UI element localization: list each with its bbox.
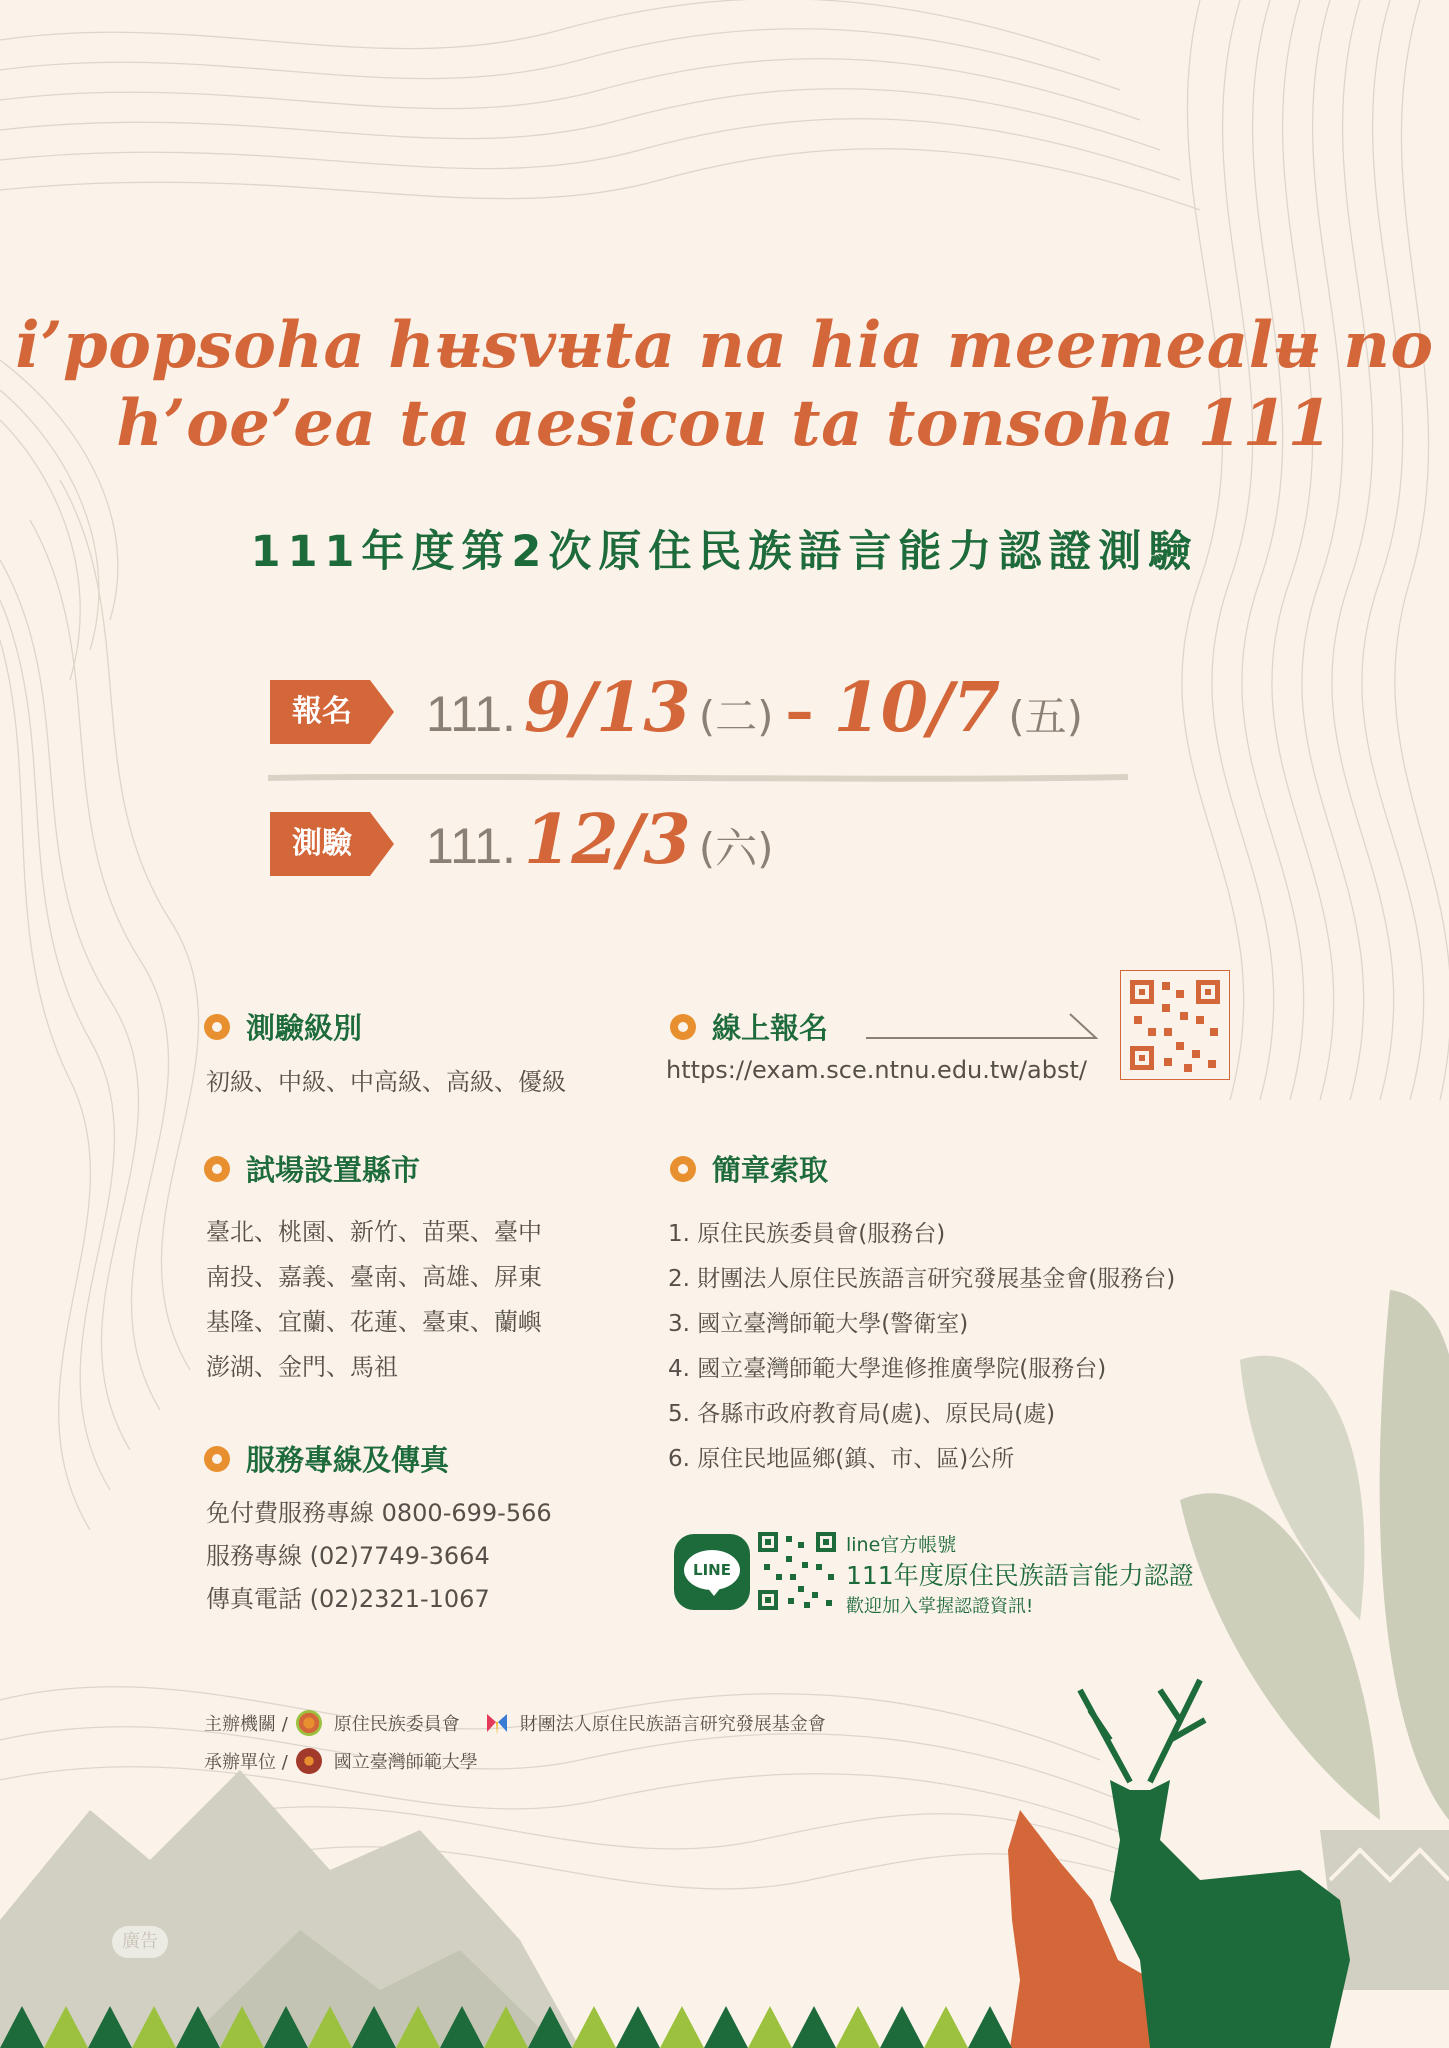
service-list [206, 1492, 552, 1621]
organizer-row [204, 1710, 826, 1736]
venues-line: 南投、嘉義、臺南、高雄、屏東 [206, 1263, 542, 1291]
registration-tag [270, 680, 394, 744]
host-label: 承辦單位 / [204, 1752, 288, 1773]
service-line: 服務專線 (02)7749-3664 [206, 1542, 490, 1570]
title-line-1: i’popsoha hʉsvʉta na hia meemealʉ no [15, 308, 1434, 383]
service-heading [204, 1438, 449, 1479]
service-line: 傳真電話 (02)2321-1067 [206, 1585, 490, 1613]
organizer-1: 原住民族委員會 [333, 1714, 460, 1735]
host-name: 國立臺灣師範大學 [333, 1752, 478, 1773]
foundation-logo-icon [484, 1710, 510, 1736]
line-qr-code-icon[interactable] [758, 1532, 836, 1610]
qr-code-icon[interactable] [1120, 970, 1230, 1080]
service-line: 免付費服務專線 0800-699-566 [206, 1499, 552, 1527]
brochure-heading [670, 1148, 828, 1189]
venues-heading-text: 試場設置縣市 [246, 1153, 421, 1187]
bullet-icon [670, 1014, 696, 1040]
exam-dates [426, 800, 773, 880]
list-item: 2. 財團法人原住民族語言研究發展基金會(服務台) [668, 1266, 1176, 1292]
venues-line: 基隆、宜蘭、花蓮、臺東、蘭嶼 [206, 1308, 542, 1336]
venues-heading [204, 1148, 420, 1189]
organizer-2: 財團法人原住民族語言研究發展基金會 [519, 1714, 826, 1735]
brochure-heading-text: 簡章索取 [712, 1153, 829, 1187]
ntnu-logo-icon [296, 1748, 322, 1774]
venues-line: 臺北、桃園、新竹、苗栗、臺中 [206, 1218, 542, 1246]
exam-year: 111. [426, 818, 516, 874]
registration-start-date: 9/13 [523, 668, 691, 748]
bullet-icon [204, 1014, 230, 1040]
line-account-name: 111年度原住民族語言能力認證 [846, 1561, 1194, 1590]
list-item: 4. 國立臺灣師範大學進修推廣學院(服務台) [668, 1356, 1107, 1382]
venues-list [206, 1210, 542, 1390]
page-subtitle: 111年度第2次原住民族語言能力認證測驗 [250, 527, 1199, 577]
cip-logo-icon [296, 1710, 322, 1736]
arrow-icon [866, 1012, 1098, 1042]
title-line-2: h’oe’ea ta aesicou ta tonsoha 111 [116, 386, 1333, 461]
service-heading-text: 服務專線及傳真 [246, 1443, 450, 1477]
organizer-label: 主辦機關 / [204, 1714, 288, 1735]
exam-day: (六) [698, 824, 774, 873]
exam-date: 12/3 [523, 800, 691, 880]
registration-dates [426, 668, 1083, 748]
host-row [204, 1748, 478, 1774]
online-heading-text: 線上報名 [712, 1011, 829, 1045]
line-badge-label: LINE [693, 1561, 731, 1579]
ad-badge: 廣告 [112, 1926, 168, 1958]
registration-start-day: (二) [698, 692, 774, 741]
registration-end-day: (五) [1008, 692, 1084, 741]
levels-heading-text: 測驗級別 [246, 1011, 363, 1045]
line-bubble-tail [706, 1586, 722, 1596]
online-url[interactable]: https://exam.sce.ntnu.edu.tw/abst/ [666, 1056, 1087, 1084]
line-account-label: line官方帳號 [846, 1534, 957, 1556]
registration-end-date: 10/7 [833, 668, 1001, 748]
bullet-icon [204, 1446, 230, 1472]
exam-tag-label: 測驗 [292, 826, 352, 861]
line-app-icon[interactable] [674, 1534, 750, 1610]
registration-year: 111. [426, 686, 516, 742]
levels-text: 初級、中級、中高級、高級、優級 [206, 1068, 566, 1096]
registration-tag-label: 報名 [292, 694, 352, 729]
list-item: 5. 各縣市政府教育局(處)、原民局(處) [668, 1401, 1056, 1427]
line-bubble [684, 1550, 740, 1590]
bullet-icon [670, 1156, 696, 1182]
list-item: 3. 國立臺灣師範大學(警衛室) [668, 1311, 969, 1337]
brush-divider [268, 774, 1128, 782]
list-item: 1. 原住民族委員會(服務台) [668, 1221, 946, 1247]
venues-line: 澎湖、金門、馬祖 [206, 1353, 398, 1381]
levels-heading [204, 1006, 362, 1047]
line-account-tagline: 歡迎加入掌握認證資訊! [846, 1596, 1034, 1617]
bullet-icon [204, 1156, 230, 1182]
brochure-list [668, 1212, 1175, 1482]
exam-tag [270, 812, 394, 876]
online-heading [670, 1006, 828, 1047]
registration-dash: – [785, 680, 814, 745]
list-item: 6. 原住民地區鄉(鎮、市、區)公所 [668, 1446, 1015, 1472]
